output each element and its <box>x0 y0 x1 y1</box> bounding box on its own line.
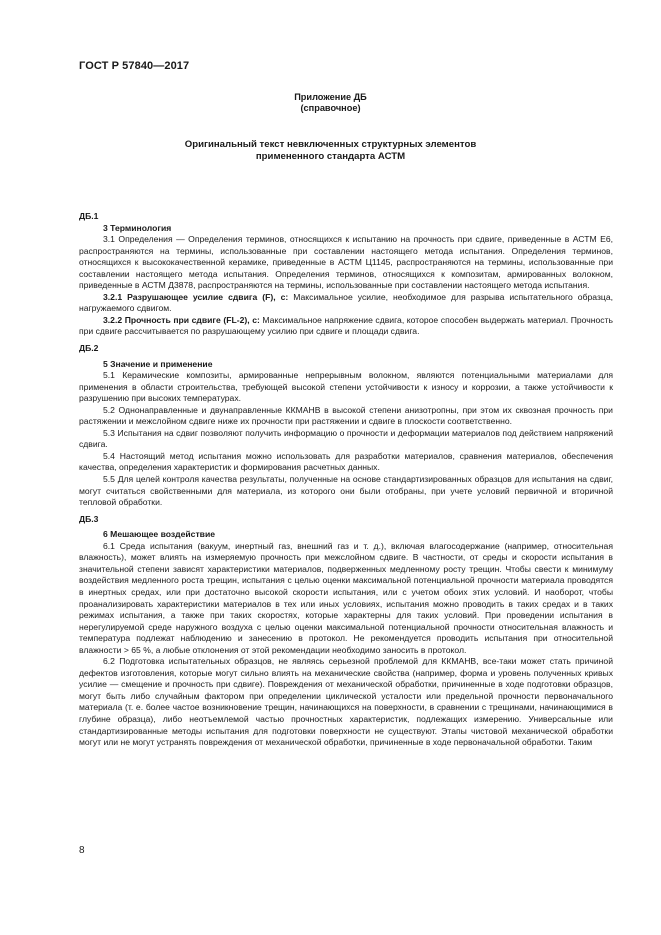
section-db3 <box>79 514 613 749</box>
section-id: ДБ.1 <box>79 211 99 221</box>
term-label: 3.2.1 Разрушающее усилие сдвига (F), с: <box>103 291 289 302</box>
section-id: ДБ.2 <box>79 343 99 354</box>
annex-title-line-2: примененного стандарта АСТМ <box>255 151 406 162</box>
section-db1 <box>79 211 613 338</box>
term-definition: Максимальное напряжение сдвига, которое способен выдержать материал. Прочность при сдвиге рассчитывается по разрушающему усилию при сдвиге и площади сдвига. <box>79 314 613 337</box>
section-db2 <box>79 343 613 509</box>
section-id: ДБ.3 <box>79 513 99 524</box>
paragraph-5-3: 5.3 Испытания на сдвиг позволяют получить информацию о прочности и деформации материалов под действием напряжений сдвига. <box>79 427 613 450</box>
paragraph-6-1: 6.1 Среда испытания (вакуум, инертный газ, внешний газ и т. д.), включая влагосодержание (например, относительная влажность), может влиять на измеряемую прочность при межслойном сдвиге. В частности, от среды и скорости испытания в значительной степени зависят характеристики материалов, подверженных медленному росту трещин. Чтобы свести к минимуму воздействия медленного роста трещин, испытания с целью оценки максимальной потенциальной прочности материала проводятся в инертных средах, или при достаточно высокой скорости испытания, или с учетом обоих этих условий. И наоборот, чтобы проанализировать характеристики материалов в тех или иных условиях, испытания можно проводить в таких средах и в таких режимах испытания, а также при таких скоростях, которые характерны для таких условий. При проведении испытания в нерегулируемой среде наружного воздуха с целью оценки максимальной потенциальной прочности относительная влажность и температура подлежат наблюдению и занесению в протокол. Не рекомендуется проводить испытания при относительной влажности > 65 %, а любые отклонения от этой рекомендации необходимо заносить в протокол. <box>79 540 613 655</box>
section-heading: 6 Мешающее воздействие <box>103 529 216 540</box>
annex-title <box>0 139 661 163</box>
paragraph-5-2: 5.2 Однонаправленные и двунаправленные ККМАНВ в высокой степени анизотропны, при этом их сквозная прочность при растяжении и межслойном сдвиге ниже их прочности при растяжении и сдвиге в плоскости соответственно. <box>79 404 613 427</box>
page-number: 8 <box>79 845 85 856</box>
paragraph-3-1: 3.1 Определения — Определения терминов, относящихся к испытанию на прочность при сдвиге, приведенные в АСТМ Е6, распространяются на термины, использованные при составлении настоящего метода испытания. Определения терминов, относящихся к высококачественной керамике, приведенные в АСТМ Ц1145, распространяются на термины, использованные при составлении настоящего метода испытания. Определения терминов, относящихся к композитам, армированных волокном, приведенные в АСТМ Д3878, распространяются на термины, использованные при составлении настоящего метода испытания. <box>79 234 613 291</box>
section-heading: 3 Терминология <box>103 222 172 233</box>
paragraph-6-2: 6.2 Подготовка испытательных образцов, не являясь серьезной проблемой для ККМАНВ, все-таки может стать причиной дефектов изготовления, которые могут сильно влиять на механические свойства (например, форма и уровень полученных кривых усилие — смещение и прочность при сдвиге). Повреждения от механической обработки, причиненные в ходе подготовки образцов, могут быть либо случайным фактором при определении циклической усталости или предельной прочности первоначального материала (т. е. более частое возникновение трещин, начинающихся на поверхности, в сравнении с трещинами, начинающимися в глубине образца), либо неотъемлемой частью прочностных характеристик, подлежащих измерению. Универсальные или стандартизированные методы испытания для подготовки поверхности не существуют. Этапы чистовой механической обработки могут или не могут устранять повреждения от механической обработки, причиненные в ходе первоначальной обработки. Таким <box>79 656 613 748</box>
annex-status: (справочное) <box>300 103 361 113</box>
annex-label: Приложение ДБ <box>294 92 367 102</box>
paragraph-5-1: 5.1 Керамические композиты, армированные непрерывным волокном, являются потенциальными материалами для применения в области строительства, требующей высокой степени устойчивости к износу и коррозии, а также устойчивости к разрушению при высоких температурах. <box>79 370 613 404</box>
annex-title-line-1: Оригинальный текст невключенных структурных элементов <box>184 139 477 150</box>
term-label: 3.2.2 Прочность при сдвиге (FL-2), с: <box>103 314 260 325</box>
document-body <box>79 211 613 749</box>
section-heading: 5 Значение и применение <box>103 358 213 369</box>
term-definition: Максимальное усилие, необходимое для разрыва испытательного образца, нагружаемого сдвигом. <box>79 291 613 314</box>
paragraph-5-4: 5.4 Настоящий метод испытания можно использовать для разработки материалов, сравнения материалов, обеспечения качества, определения характеристик и формирования расчетных данных. <box>79 450 613 473</box>
paragraph-3-2-1 <box>79 292 613 315</box>
standard-code: ГОСТ Р 57840—2017 <box>79 60 190 72</box>
annex-label-block <box>0 92 661 114</box>
paragraph-5-5: 5.5 Для целей контроля качества результаты, полученные на основе стандартизированных образцов для испытания на сдвиг, могут считаться свойственными для материала, из которого они были отобраны, при учете условий первичной и вторичной тепловой обработки. <box>79 474 613 508</box>
paragraph-3-2-2 <box>79 315 613 338</box>
